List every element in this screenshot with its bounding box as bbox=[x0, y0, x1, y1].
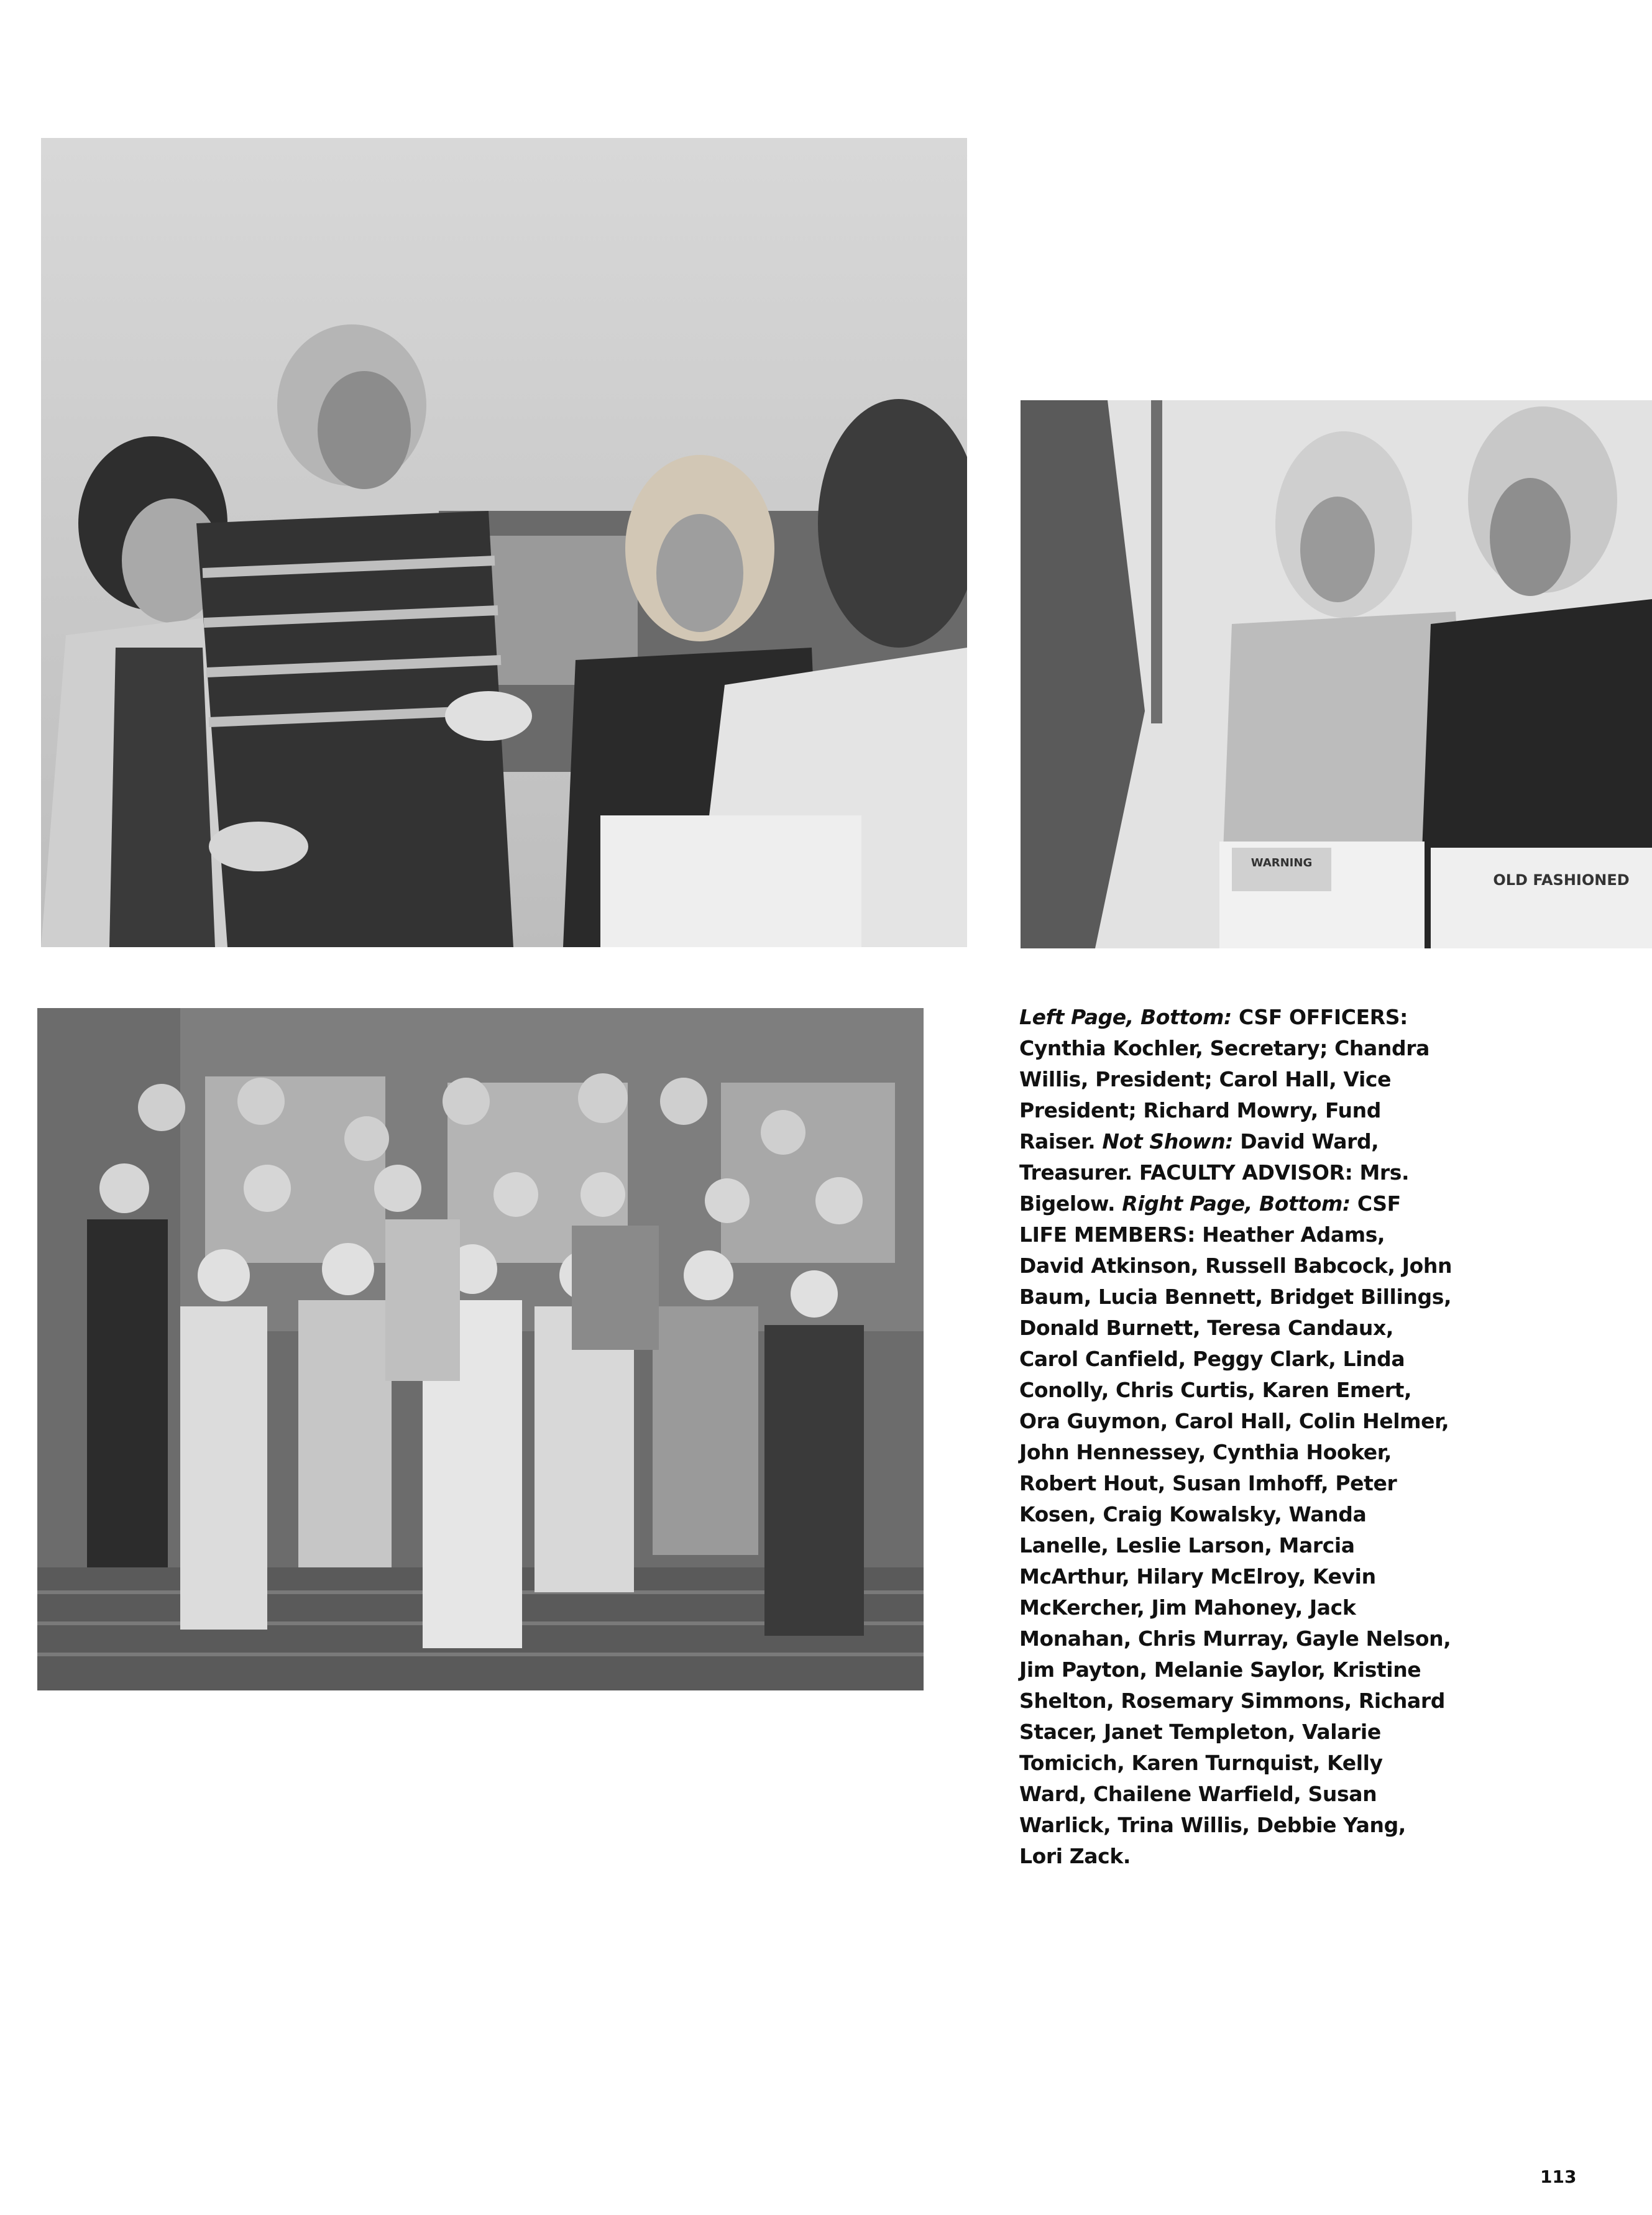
caption-block bbox=[1019, 1002, 1454, 1872]
box-label-warning: WARNING bbox=[1250, 856, 1313, 869]
not-shown-list: David Ward, Treasurer. bbox=[1019, 1129, 1379, 1185]
box-label-old-fashioned: OLD FASHIONED bbox=[1493, 871, 1630, 889]
advisor-heading: FACULTY ADVISOR: bbox=[1139, 1160, 1353, 1185]
photo-csf-group-art bbox=[37, 1008, 924, 1690]
life-members-heading: CSF LIFE MEMBERS: bbox=[1019, 1191, 1401, 1247]
photo-candy-sale-art bbox=[1021, 400, 1652, 948]
advisor-name: Mrs. Bigelow. bbox=[1019, 1160, 1410, 1216]
life-members-list: Heather Adams, David Atkinson, Russell Babcock, John Baum, Lucia Bennett, Bridget Billings, Donald Burnett, Teresa Candaux, Carol Canfield, Peggy Clark, Linda Conolly, Chris Curtis, Karen Emert, Ora Guymon, Carol Hall, Colin Helmer, John Hennessey, Cynthia Hooker, Robert Hout, Susan Imhoff, Peter Kosen, Craig Kowalsky, Wanda Lanelle, Leslie Larson, Marcia McArthur, Hilary McElroy, Kevin McKercher, Jim Mahoney, Jack Monahan, Chris Murray, Gayle Nelson, Jim Payton, Melanie Saylor, Kristine Shelton, Rosemary Simmons, Richard Stacer, Janet Templeton, Valarie Tomicich, Karen Turnquist, Kelly Ward, Chailene Warfield, Susan Warlick, Trina Willis, Debbie Yang, Lori Zack. bbox=[1019, 1222, 1452, 1868]
officers-heading: CSF OFFICERS: bbox=[1238, 1005, 1408, 1029]
photo-csf-group bbox=[37, 1008, 924, 1690]
photo-students-exchange-art bbox=[41, 138, 967, 947]
not-shown-label: Not Shown: bbox=[1102, 1129, 1234, 1153]
officers-list: Cynthia Kochler, Secretary; Chandra Willis, President; Carol Hall, Vice President; Richard Mowry, Fund Raiser. bbox=[1019, 1036, 1429, 1153]
photo-students-exchange bbox=[41, 138, 967, 947]
right-page-label: Right Page, Bottom: bbox=[1122, 1191, 1351, 1216]
left-page-label: Left Page, Bottom: bbox=[1019, 1005, 1232, 1029]
photo-candy-sale bbox=[1021, 400, 1652, 948]
page-number: 113 bbox=[1540, 2167, 1577, 2187]
